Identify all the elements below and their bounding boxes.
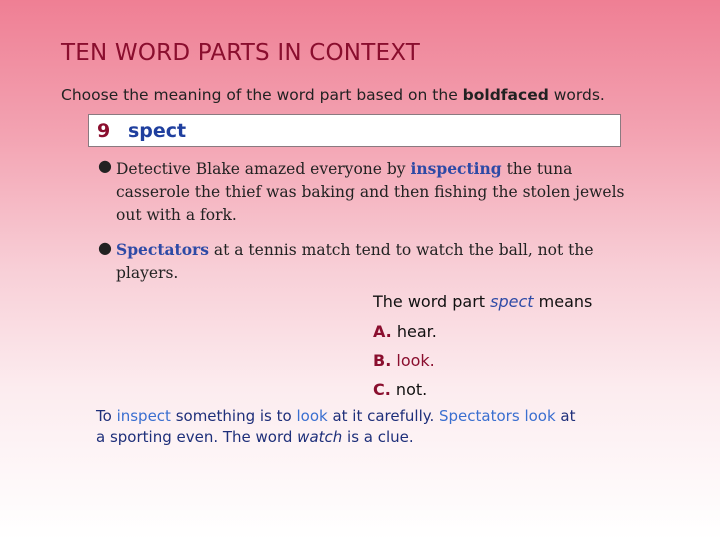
sentence-2-text-end: at a tennis match tend to watch the ball, not the bbox=[208, 241, 594, 259]
option-c[interactable] bbox=[373, 380, 427, 399]
question-prompt bbox=[373, 292, 592, 311]
sentence-1-text-end: the tuna bbox=[501, 160, 573, 178]
explanation-text: something is to bbox=[170, 407, 297, 425]
instructions bbox=[61, 86, 605, 104]
bullet-icon: ● bbox=[98, 238, 112, 257]
sentence-1-line-2: casserole the thief was baking and then fishing the stolen jewels bbox=[116, 183, 625, 201]
page-title: TEN WORD PARTS IN CONTEXT bbox=[61, 40, 420, 66]
word-part: spect bbox=[128, 120, 187, 142]
question-text-end: means bbox=[533, 292, 593, 311]
explanation-italic-word: watch bbox=[297, 428, 343, 446]
instructions-end: words. bbox=[548, 86, 605, 104]
option-b-text: look. bbox=[396, 351, 435, 370]
sentence-2-line-2: players. bbox=[116, 264, 179, 282]
example-sentence-1 bbox=[116, 157, 624, 227]
word-part-box bbox=[88, 114, 621, 147]
answer-explanation bbox=[96, 406, 636, 448]
explanation-keyword: Spectators bbox=[439, 407, 520, 425]
option-c-text: not. bbox=[395, 380, 428, 399]
option-b-letter: B. bbox=[373, 351, 392, 370]
bullet-icon: ● bbox=[98, 156, 112, 175]
explanation-keyword: look bbox=[524, 407, 556, 425]
explanation-text: To bbox=[96, 407, 117, 425]
instructions-text: Choose the meaning of the word part based on the bbox=[61, 86, 463, 104]
explanation-text: at bbox=[555, 407, 576, 425]
sentence-1-keyword: inspecting bbox=[410, 159, 502, 178]
question-text: The word part bbox=[373, 292, 491, 311]
option-a[interactable] bbox=[373, 322, 437, 341]
sentence-1-line-3: out with a fork. bbox=[116, 206, 237, 224]
explanation-keyword: look bbox=[296, 407, 328, 425]
instructions-bold: boldfaced bbox=[462, 86, 549, 104]
option-c-letter: C. bbox=[373, 380, 391, 399]
explanation-text: at it carefully. bbox=[327, 407, 440, 425]
explanation-line-2 bbox=[96, 427, 636, 448]
option-a-text: hear. bbox=[396, 322, 437, 341]
example-sentence-2 bbox=[116, 238, 594, 285]
sentence-2-line-1 bbox=[116, 238, 594, 262]
explanation-text: a sporting even. The word bbox=[96, 428, 298, 446]
question-term: spect bbox=[490, 292, 534, 311]
explanation-line-1 bbox=[96, 406, 636, 427]
option-a-letter: A. bbox=[373, 322, 392, 341]
sentence-1-text: Detective Blake amazed everyone by bbox=[116, 160, 411, 178]
option-b[interactable] bbox=[373, 351, 435, 370]
sentence-2-keyword: Spectators bbox=[116, 240, 209, 259]
explanation-keyword: inspect bbox=[116, 407, 171, 425]
sentence-1-line-1 bbox=[116, 157, 624, 181]
word-part-number: 9 bbox=[97, 120, 111, 142]
explanation-text: is a clue. bbox=[342, 428, 414, 446]
